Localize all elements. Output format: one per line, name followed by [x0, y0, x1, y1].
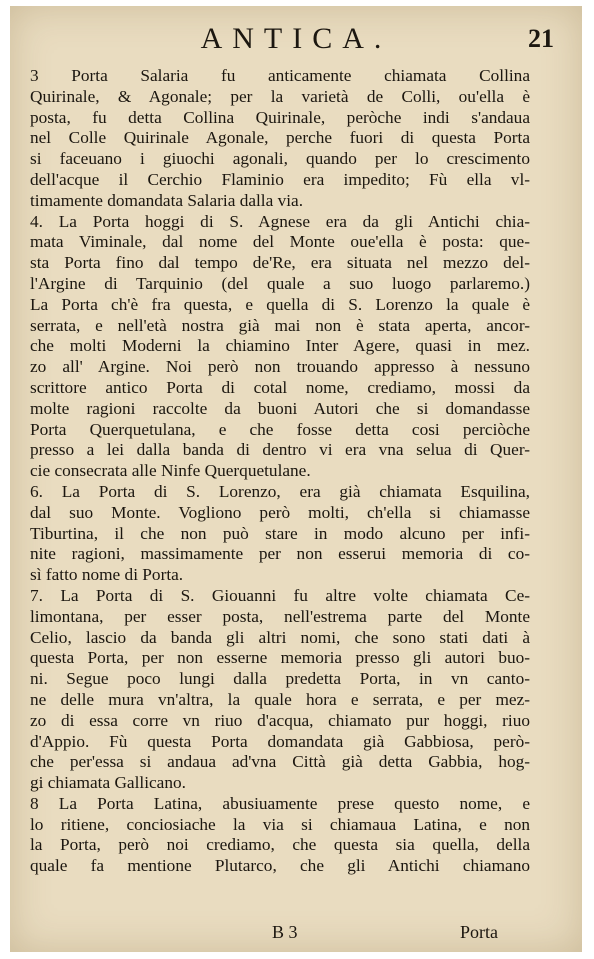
text-line: dal suo Monte. Vogliono però molti, ch'ella si chiamasse — [30, 502, 530, 522]
text-line: limontana, per esser posta, nell'estrema parte del Monte — [30, 606, 530, 626]
text-line: ne delle mura vn'altra, la quale hora e serrata, e per mez- — [30, 689, 530, 709]
text-line: nel Colle Quirinale Agonale, perche fuori di questa Porta — [30, 128, 530, 148]
text-line: posta, fu detta Collina Quirinale, peròche indi s'andaua — [30, 107, 530, 127]
text-line: Quirinale, & Agonale; per la varietà de Colli, ou'ella è — [30, 86, 530, 106]
text-line: 3 Porta Salaria fu anticamente chiamata Collina — [30, 66, 530, 85]
text-line: che molti Moderni la chiamino Inter Agere, quasi in mez. — [30, 336, 530, 356]
text-line: lo ritiene, conciosiache la via si chiamaua Latina, e non — [30, 814, 530, 834]
text-line: sì fatto nome di Porta. — [30, 565, 184, 585]
text-line: cie consecrata alle Ninfe Querquetulane. — [30, 461, 311, 481]
text-line: 7. La Porta di S. Giouanni fu altre volte chiamata Ce- — [30, 585, 530, 605]
text-line: questa Porta, per non esserne memoria presso gli autori buo- — [30, 648, 530, 668]
catchword: Porta — [460, 922, 498, 942]
text-line: Celio, lascio da banda gli altri nomi, che sono stati dati à — [30, 627, 530, 647]
text-line: 8 La Porta Latina, abusiuamente prese questo nome, e — [30, 793, 530, 813]
signature-mark: B 3 — [272, 922, 298, 942]
text-line: 6. La Porta di S. Lorenzo, era già chiamata Esquilina, — [30, 481, 530, 501]
page-number: 21 — [528, 24, 554, 53]
text-line: gi chiamata Gallicano. — [30, 773, 186, 793]
text-line: serrata, e nell'età nostra già mai non è stata aperta, ancor- — [30, 315, 530, 335]
body-text — [30, 66, 530, 877]
text-line: zo di essa corre vn riuo d'acqua, chiamato pur hoggi, riuo — [30, 710, 530, 730]
text-line: che per'essa si andaua ad'vna Città già detta Gabbia, hog- — [30, 752, 530, 772]
text-line: nite ragioni, massimamente per non esserui memoria di co- — [30, 544, 530, 564]
text-line: mata Viminale, dal nome del Monte oue'ella è posta: que- — [30, 232, 530, 252]
text-line: molte ragioni raccolte da buoni Autori che si domandasse — [30, 398, 530, 418]
text-line: scrittore antico Porta di cotal nome, crediamo, mossi da — [30, 377, 530, 397]
text-line: d'Appio. Fù questa Porta domandata già Gabbiosa, però- — [30, 731, 530, 751]
text-line: Tiburtina, il che non può stare in modo alcuno per infi- — [30, 523, 530, 543]
text-line: l'Argine di Tarquinio (del quale a suo luogo parlaremo.) — [30, 273, 530, 293]
text-line: 4. La Porta hoggi di S. Agnese era da gli Antichi chia- — [30, 211, 530, 231]
text-line: dell'acque il Cerchio Flaminio era impedito; Fù ella vl- — [30, 169, 530, 189]
text-line: La Porta ch'è fra questa, e quella di S. Lorenzo la quale è — [30, 294, 530, 314]
text-line: quale fa mentione Plutarco, che gli Antichi chiamano — [30, 856, 530, 876]
text-line: sta Porta fino dal tempo de'Re, era situata nel mezzo del- — [30, 253, 530, 273]
text-line: Porta Querquetulana, e che fosse detta cosi perciòche — [30, 419, 530, 439]
text-line: si faceuano i giuochi agonali, quando per lo crescimento — [30, 149, 530, 169]
text-line: zo all' Argine. Noi però non trouando appresso à nessuno — [30, 357, 530, 377]
text-line: presso a lei dalla banda di dentro vi era vna selua di Quer- — [30, 440, 530, 460]
text-line: la Porta, però noi crediamo, che questa sia quella, della — [30, 835, 530, 855]
text-line: ni. Segue poco lungi dalla predetta Porta, in vn canto- — [30, 669, 530, 689]
book-page — [10, 6, 582, 952]
text-line: timamente domandata Salaria dalla via. — [30, 190, 304, 210]
running-title: ANTICA. — [200, 22, 392, 55]
